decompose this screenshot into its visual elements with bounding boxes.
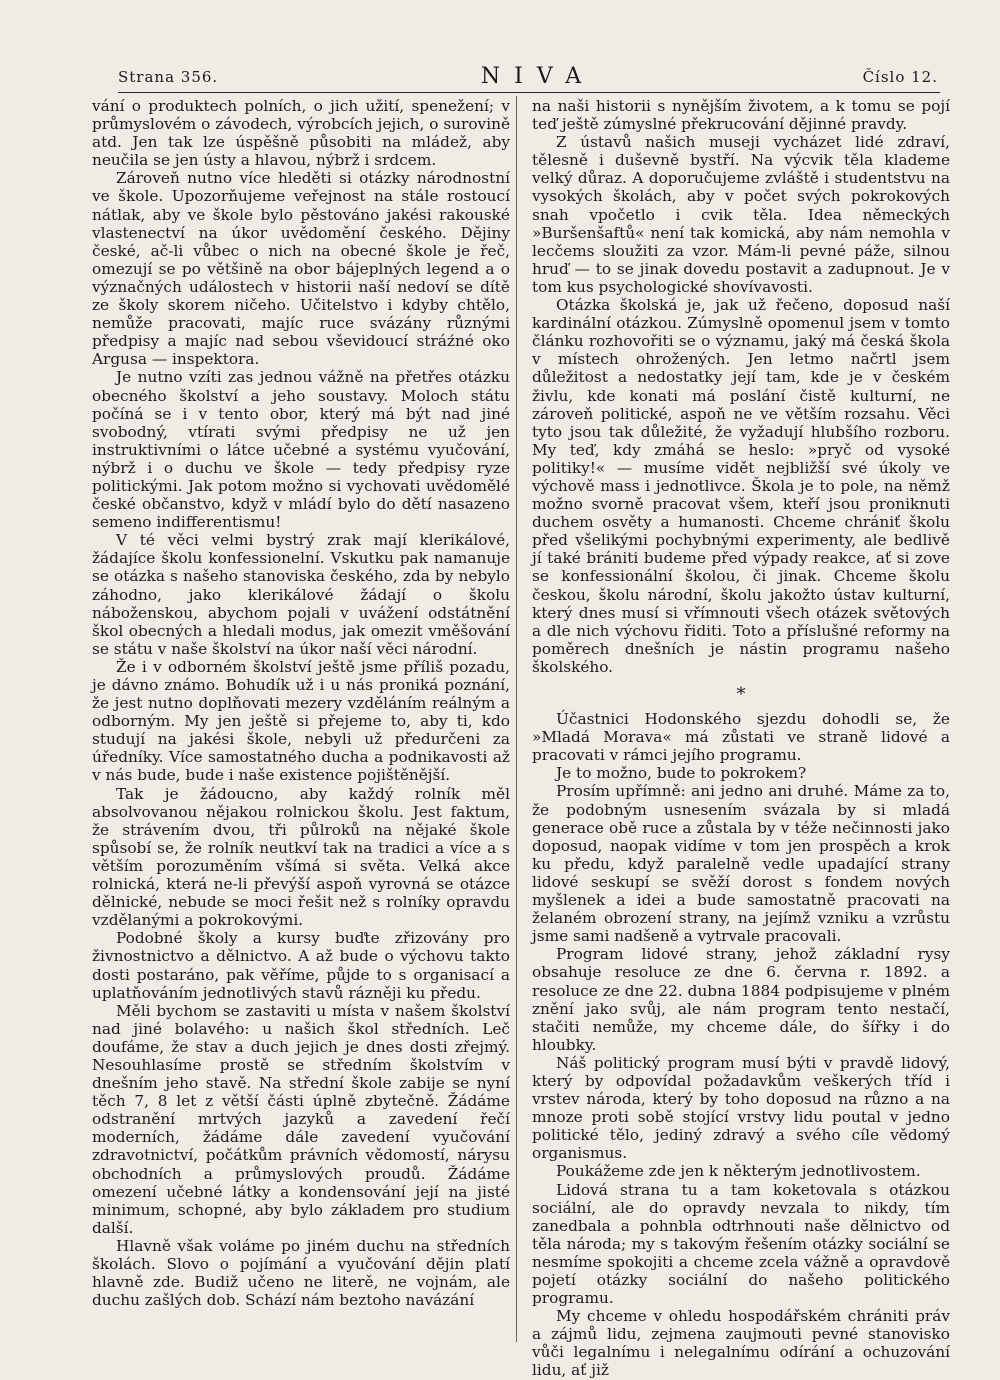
section-separator: * — [736, 684, 746, 705]
page-header — [118, 64, 938, 94]
paragraph: Tak je žádoucno, aby každý rolník měl absolvovanou nějakou rolnickou školu. Jest faktum, že strávením dvou, tři půlroků na nějaké škole spůsobí se, že rolník neutkví tak na tradici a více a s větším porozuměním všímá si světa. Velká akce rolnická, která ne-li převýší aspoň vyrovná se otázce dělnické, nebude se moci řešit než s rolníky opravdu vzdělanými a pokrokovými. — [92, 784, 510, 930]
paragraph: Zároveň nutno více hleděti si otázky národnostní ve škole. Upozorňujeme veřejnost na stále rostoucí nátlak, aby ve škole bylo pěstováno jakési rakouské vlastenectví na úkor uvědomění českého. Dějiny české, ač-li vůbec o nich na obecné škole je řeč, omezují se po většině na obor bájeplných legend a o význačných událostech v historii naší nedoví se dítě ze školy skorem ničeho. Učitelstvo i kdyby chtělo, nemůže pracovati, majíc ruce svázány různými předpisy a majíc nad sebou vševidoucí stráźné oko Argusa — inspektora. — [92, 169, 510, 369]
paragraph: Je to možno, bude to pokrokem? — [556, 764, 807, 783]
left-column — [92, 97, 510, 1347]
paragraph: Poukážeme zde jen k některým jednotlivostem. — [556, 1162, 921, 1181]
column-divider — [516, 96, 517, 1342]
issue-number: Číslo 12. — [862, 68, 938, 86]
paragraph: Že i v odborném školství ještě jsme příliš pozadu, je dávno známo. Bohudík už i u nás proniká poznání, že jest nutno doplňovati mezery vzděláním reálným a odborným. My jen ještě si přejeme to, aby ti, kdo studují na jakési škole, nebyli už předurčeni za úředníky. Více samostatného ducha a podnikavosti až v nás bude, bude i naše existence pojištěnější. — [92, 657, 510, 785]
paragraph: V té věci velmi bystrý zrak mají klerikálové, žádajíce školu konfessionelní. Vskutku pak namanuje se otázka s našeho stanoviska českého, zda by nebylo záhodno, jako klerikálové žádají o školu náboženskou, abychom pojali v uvážení odstátnění škol obecných a hledali modus, jak omezit vměšování se státu v naše školství na úkor naší věci národní. — [92, 531, 510, 658]
paragraph: na naši historii s nynějším životem, a k tomu se pojí teď ještě zúmyslné překrucování dějinné pravdy. — [532, 97, 950, 134]
paragraph: My chceme v ohledu hospodářském chrániti práv a zájmů lidu, zejmena zaujmouti pevné stanovisko vůči legalnímu i nelegalnímu odírání a ochuzování lidu, ať již — [532, 1307, 950, 1380]
paragraph: Měli bychom se zastaviti u místa v našem školství nad jiné bolavého: u našich škol středních. Leč doufáme, že stav a duch jejich je dnes dosti zřejmý. Nesouhlasíme prostě se středním školstvím v dnešním jeho stavě. Na střední škole zabije se nyní těch 7, 8 let z větší části úplně zbytečně. Žádáme odstranění mrtvých jazyků a zavedení řečí moderních, žádáme dále zavedení vyučování zdravotnictví, počátkům právních vědomostí, nárysu obchodních a průmyslových proudů. Žádáme omezení učebné látky a kondensování její na jisté minimum, schopné, aby bylo základem pro studium další. — [92, 1001, 510, 1237]
paragraph: Je nutno vzíti zas jednou vážně na přetřes otázku obecného školství a jeho soustavy. Moloch státu počíná se i v tento obor, který má být nad jiné svobodný, vtírati svými předpisy ne už jen instruktivními o látce učebné a systému vyučování, nýbrž i o duchu ve škole — tedy předpisy ryze politickými. Jak potom možno si vychovati uvědomělé české občanstvo, když v mládí bylo do dětí nasazeno semeno indifferentismu! — [92, 368, 510, 532]
right-column — [532, 97, 950, 1380]
paragraph: Program lidové strany, jehož základní rysy obsahuje resoluce ze dne 6. června r. 1892. a resoluce ze dne 22. dubna 1884 podpisujeme v plném znění jako svůj, ale nám program tento nestačí, stačiti nemůže, my chceme dále, do šířky i do hloubky. — [532, 945, 950, 1054]
paragraph: vání o produktech polních, o jich užití, spenežení; v průmyslovém o závodech, výrobcích jejich, o surovině atd. Jen tak lze úspěšně působiti na mládež, aby neučila se jen ústy a hlavou, nýbrž i srdcem. — [92, 97, 510, 170]
paragraph: Účastnici Hodonského sjezdu dohodli se, že »Mladá Morava« má zůstati ve straně lidové a pracovati v rámci jejího programu. — [532, 710, 950, 765]
paragraph: Z ústavů našich museji vycházet lidé zdraví, tělesně i duševně bystří. Na výcvik těla klademe velký důraz. A doporučujeme zvláště i studentstvu na vysokých školách, aby v počet svých pokrokových snah vpočetlo i cvik těla. Idea německých »Buršenšaftů« není tak komická, aby nám nemohla v lecčems sloužiti za vzor. Mám-li pevné páže, silnou hruď — to se jinak dovedu postavit a zadupnout. Je v tom kus psychologické shovívavosti. — [532, 133, 950, 296]
paragraph: Otázka školská je, jak už řečeno, doposud naší kardinální otázkou. Zúmyslně opomenul jsem v tomto článku rozhovořiti se o významu, jaký má česká škola v místech ohrožených. Jen letmo načrtl jsem důležitost a nedostatky její tam, kde je v českém živlu, kde konati má poslání čistě kulturní, ne zároveň politické, aspoň ne ve větším rozsahu. Věci tyto jsou tak důležité, že vyžadují hlubšího rozboru. My teď, kdy zmáhá se heslo: »pryč od vysoké politiky!« — musíme vidět nejbližší své úkoly ve výchově mass i jednotlivce. Škola je to pole, na němž možno svorně pracovat všem, kteří jsou proniknuti duchem osvěty a humanosti. Chceme chrániť školu před všelikými pochybnými experimenty, ale bedlivě jí také brániti budeme před výpady reakce, ať si zove se konfessionální školou, či jinak. Chceme školu českou, školu národní, školu jakožto ústav kulturní, který dnes musí si vřímnouti všech otázek světových a dle nich výchovu řiditi. Toto a příslušné reformy na poměrech dnešních je nástin programu našeho školského. — [532, 296, 950, 676]
paragraph: Lidová strana tu a tam koketovala s otázkou sociální, ale do opravdy nevzala to nikdy, tím zanedbala a pohnbla odtrhnouti naše dělnictvo od těla národa; my s takovým řešením otázky sociální se nesmíme spokojiti a chceme zcela vážně a opravdově pojetí otázky sociální do našeho politického programu. — [532, 1180, 950, 1308]
paragraph: Podobné školy a kursy buďte zřizovány pro živnostnictvo a dělnictvo. A až bude o výchovu takto dosti postaráno, pak věříme, půjde to s organisací a uplatňováním jednotlivých stavů rázněji ku předu. — [92, 929, 510, 1002]
header-rule — [118, 92, 940, 93]
paragraph: Hlavně však voláme po jiném duchu na středních školách. Slovo o pojímání a vyučování dějin platí hlavně zde. Budiž učeno ne literě, ne vojnám, ale duchu zašlých dob. Schází nám beztoho navázání — [92, 1236, 510, 1310]
page-number: Strana 356. — [118, 68, 219, 86]
paragraph: Náš politický program musí býti v pravdě lidový, který by odpovídal požadavkům veškerých tříd i vrstev národa, který by toho doposud na různo a na mnoze proti sobě stojící vrstvy lidu poutal v jedno politické tělo, jediný zdravý a svého cíle vědomý organismus. — [532, 1053, 950, 1163]
paragraph: Prosím upřímně: ani jedno ani druhé. Máme za to, že podobným usnesením svázala by si mladá generace obě ruce a zůstala by v téže nečinnosti jako doposud, naopak vidíme v tom jen prospěch a krok ku předu, když paralelně vedle upadající strany lidové seskupí se svěží dorost s fondem nových myšlenek a idei a bude samostatně pracovati na želaném obrození strany, na jejímž vzniku a vzrůstu jsme sami nadšeně a vytrvale pracovali. — [532, 782, 950, 946]
journal-title: NIVA — [480, 64, 596, 89]
